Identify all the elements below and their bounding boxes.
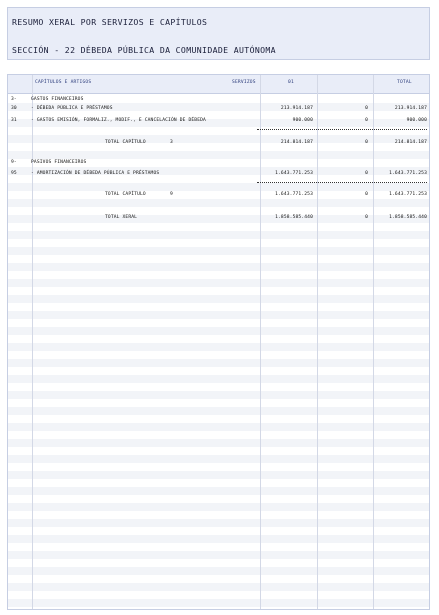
- value-01: 1.643.771.253: [275, 171, 313, 176]
- column-header-total: TOTAL: [397, 80, 412, 85]
- table-header: [8, 75, 429, 94]
- report-header: [7, 7, 430, 60]
- value-02: 0: [365, 118, 368, 123]
- value-02: 0: [365, 192, 368, 197]
- chapter-total-label: TOTAL CAPÍTULO: [105, 192, 146, 197]
- subtotal-separator: [257, 182, 427, 183]
- value-total: 214.814.187: [394, 140, 427, 145]
- column-divider: [373, 75, 374, 609]
- article-desc: - DÉBEDA PÚBLICA E PRÉSTAMOS: [31, 106, 113, 111]
- column-header-chapters: CAPÍTULOS E ARTIGOS: [35, 80, 92, 85]
- article-code: 30: [11, 106, 17, 111]
- chapter-row: [8, 96, 429, 104]
- article-desc: - AMORTIZACIÓN DE DÉBEDA PÚBLICA E PRÉSTAMOS: [31, 171, 160, 176]
- column-header-servizos: SERVIZOS: [232, 80, 256, 85]
- subtotal-separator: [257, 129, 427, 130]
- value-01: 1.643.771.253: [275, 192, 313, 197]
- chapter-code: 9-: [11, 160, 17, 165]
- section-title: SECCIÓN - 22 DÉBEDA PÚBLICA DA COMUNIDADE AUTÓNOMA: [12, 45, 276, 55]
- table-row: [8, 105, 429, 113]
- grand-total-row: [8, 214, 429, 222]
- value-total: 1.643.771.253: [389, 192, 427, 197]
- value-01: 213.914.187: [280, 106, 313, 111]
- value-total: 1.858.585.440: [389, 215, 427, 220]
- column-header-01: 01: [288, 80, 294, 85]
- chapter-name: PASIVOS FINANCEIROS: [31, 160, 87, 165]
- value-02: 0: [365, 171, 368, 176]
- chapter-total-label: TOTAL CAPÍTULO: [105, 140, 146, 145]
- article-code: 31: [11, 118, 17, 123]
- value-01: 214.814.187: [280, 140, 313, 145]
- value-total: 213.914.187: [394, 106, 427, 111]
- value-01: 900.000: [292, 118, 313, 123]
- grand-total-label: TOTAL XERAL: [105, 215, 138, 220]
- value-01: 1.858.585.440: [275, 215, 313, 220]
- chapter-total-row: [8, 139, 429, 147]
- report-title: RESUMO XERAL POR SERVIZOS E CAPÍTULOS: [12, 17, 208, 27]
- chapter-total-number: 3: [170, 140, 173, 145]
- column-divider: [317, 75, 318, 609]
- chapter-total-row: [8, 191, 429, 199]
- column-divider: [32, 75, 33, 609]
- article-desc: - GASTOS EMISIÓN, FORMALIZ., MODIF., E CANCELACIÓN DE DÉBEDA: [31, 118, 206, 123]
- value-02: 0: [365, 140, 368, 145]
- article-code: 95: [11, 171, 17, 176]
- summary-table: [7, 74, 430, 610]
- chapter-total-number: 9: [170, 192, 173, 197]
- value-total: 1.643.771.253: [389, 171, 427, 176]
- value-02: 0: [365, 215, 368, 220]
- chapter-name: GASTOS FINANCEIROS: [31, 97, 84, 102]
- value-total: 900.000: [406, 118, 427, 123]
- chapter-code: 3-: [11, 97, 17, 102]
- chapter-row: [8, 159, 429, 167]
- column-divider: [260, 75, 261, 609]
- value-02: 0: [365, 106, 368, 111]
- table-row: [8, 170, 429, 178]
- table-row: [8, 117, 429, 125]
